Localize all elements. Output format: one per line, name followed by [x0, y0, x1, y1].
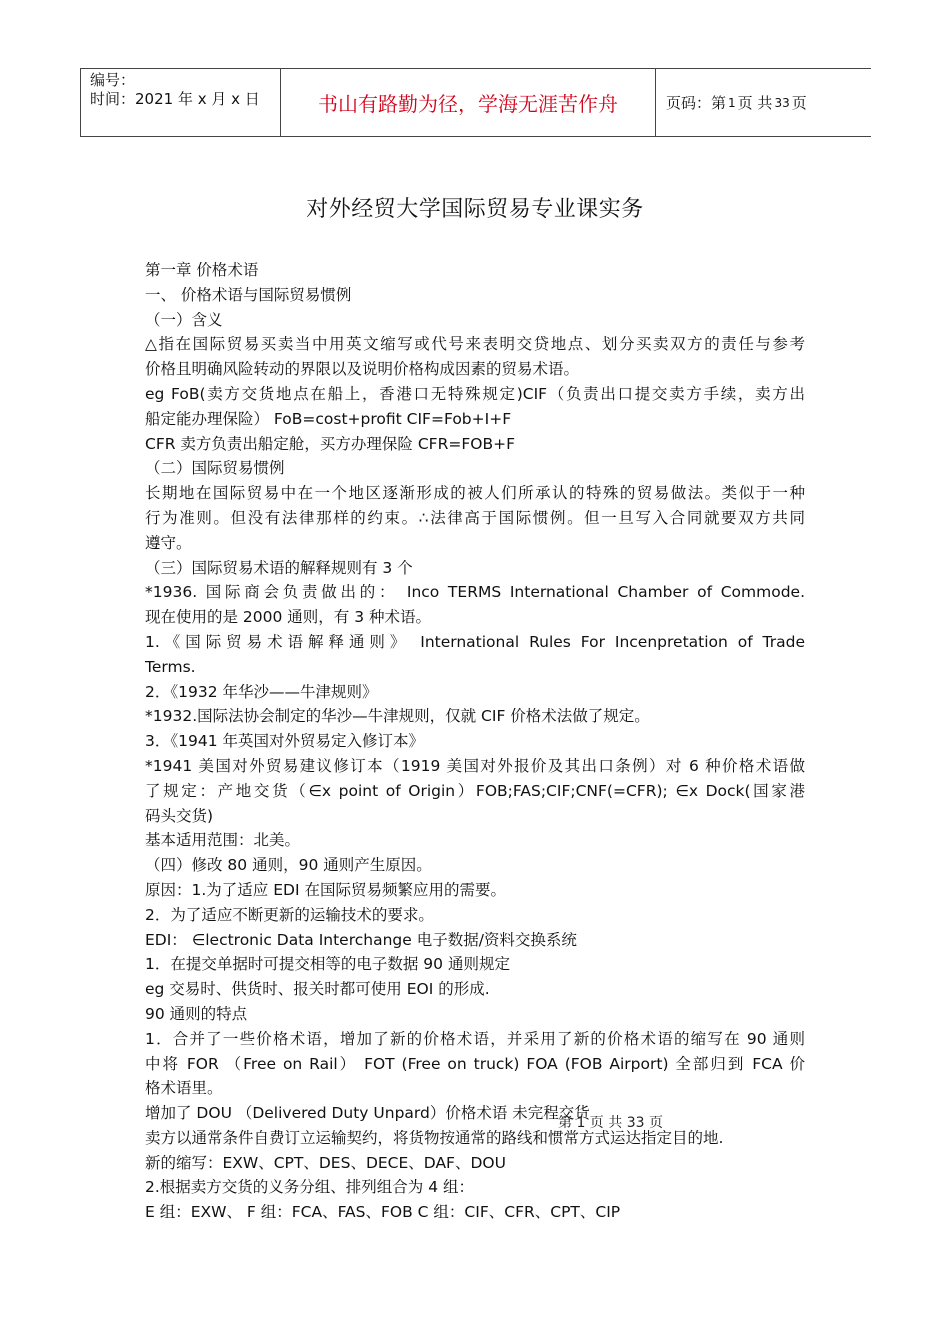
text-line: 第一章 价格术语 — [145, 261, 259, 279]
time-label: 时间：2021 年 x 月 x 日 — [90, 90, 260, 108]
text-line: 90 通则的特点 — [145, 1004, 248, 1023]
text-line: 一、 价格术语与国际贸易惯例 — [145, 285, 352, 304]
page-prefix: 页码：第 — [666, 94, 727, 112]
text-line: 2．《1932 年华沙——牛津规则》 — [145, 682, 378, 701]
text-line: （三）国际贸易术语的解释规则有 3 个 — [145, 558, 413, 577]
page-total: 33 — [774, 95, 790, 110]
text-line: 2．为了适应不断更新的运输技术的要求。 — [145, 905, 434, 924]
text-line: 遵守。 — [145, 533, 192, 552]
text-line: eg 交易时、供货时、报关时都可使用 EOI 的形成. — [145, 980, 490, 999]
text-line: Terms. — [145, 657, 196, 676]
document-title: 对外经贸大学国际贸易专业课实务 — [306, 197, 644, 222]
text-line: 行为准则。但没有法律那样的约束。∴法律高于国际惯例。但一旦写入合同就要双方共同 — [145, 508, 805, 527]
header-meta — [81, 69, 281, 136]
header-page-info — [656, 69, 871, 136]
text-line: 中将 FOR （Free on Rail） FOT (Free on truck) FOA (FOB Airport) 全部归到 FCA 价 — [145, 1054, 805, 1073]
text-line: △指在国际贸易买卖当中用英文缩写或代号来表明交贷地点、划分买卖双方的责任与参考 — [145, 335, 805, 354]
page-footer: 第 1 页 共 33 页 — [558, 1115, 663, 1131]
text-line: 了规定：产地交货（∈x point of Origin）FOB;FAS;CIF;CNF(=CFR); ∈x Dock(国家港 — [145, 781, 805, 800]
text-line: （二）国际贸易惯例 — [145, 459, 285, 478]
text-line: CFR 卖方负责出船定舱，买方办理保险 CFR=FOB+F — [145, 434, 516, 453]
text-line: 格术语里。 — [145, 1079, 223, 1098]
text-line: 码头交货) — [145, 806, 214, 825]
text-line: 基本适用范围：北美。 — [145, 831, 301, 850]
text-line: EDI： ∈lectronic Data Interchange 电子数据/资料交换系统 — [145, 930, 577, 949]
page-mid: 页 共 — [737, 94, 773, 112]
text-line: 2.根据卖方交货的义务分组、排列组合为 4 组： — [145, 1178, 475, 1197]
text-line: 现在使用的是 2000 通则，有 3 种术语。 — [145, 608, 432, 627]
text-line: 1.《国际贸易术语解释通则》 International Rules For Incenpretation of Trade — [145, 632, 805, 651]
text-line: （一）含义 — [145, 310, 223, 329]
text-line: 1．合并了一些价格术语，增加了新的价格术语，并采用了新的价格术语的缩写在 90 通则 — [145, 1029, 805, 1048]
text-line: 卖方以通常条件自费订立运输契约，将货物按通常的路线和惯常方式运达指定目的地. — [145, 1128, 724, 1147]
text-line: 增加了 DOU （Delivered Duty Unpard）价格术语 未完程交货 — [145, 1104, 590, 1123]
text-line: 3．《1941 年英国对外贸易定入修订本》 — [145, 732, 424, 751]
number-label: 编号： — [90, 71, 136, 89]
text-line: E 组：EXW、 F 组：FCA、FAS、FOB C 组：CIF、CFR、CPT、CIP — [145, 1203, 621, 1222]
text-line: 原因：1.为了适应 EDI 在国际贸易频繁应用的需要。 — [145, 880, 506, 899]
text-line: *1941 美国对外贸易建议修订本（1919 美国对外报价及其出口条例）对 6 种价格术语做 — [145, 756, 805, 775]
text-line: （四）修改 80 通则，90 通则产生原因。 — [145, 856, 432, 875]
text-line: 价格且明确风险转动的界限以及说明价格构成因素的贸易术语。 — [145, 360, 580, 379]
page-current: 1 — [728, 95, 736, 110]
page-suffix: 页 — [791, 94, 807, 112]
text-line: 1．在提交单据时可提交相等的电子数据 90 通则规定 — [145, 955, 510, 974]
document-header — [80, 68, 871, 137]
text-line: eg FoB(卖方交货地点在船上，香港口无特殊规定)CIF（负责出口提交卖方手续，卖方出 — [145, 384, 805, 403]
text-line: 船定能办理保险） FoB=cost+profit CIF=Fob+I+F — [145, 409, 512, 428]
text-line: *1936. 国际商会负责做出的： Inco TERMS International Chamber of Commode. — [145, 583, 805, 602]
document-body — [145, 258, 805, 1225]
header-motto: 书山有路勤为径，学海无涯苦作舟 — [281, 69, 656, 136]
text-line: *1932.国际法协会制定的华沙—牛津规则，仅就 CIF 价格术法做了规定。 — [145, 707, 650, 726]
text-line: 长期地在国际贸易中在一个地区逐渐形成的被人们所承认的特殊的贸易做法。类似于一种 — [145, 484, 805, 503]
text-line: 新的缩写：EXW、CPT、DES、DECE、DAF、DOU — [145, 1153, 506, 1172]
